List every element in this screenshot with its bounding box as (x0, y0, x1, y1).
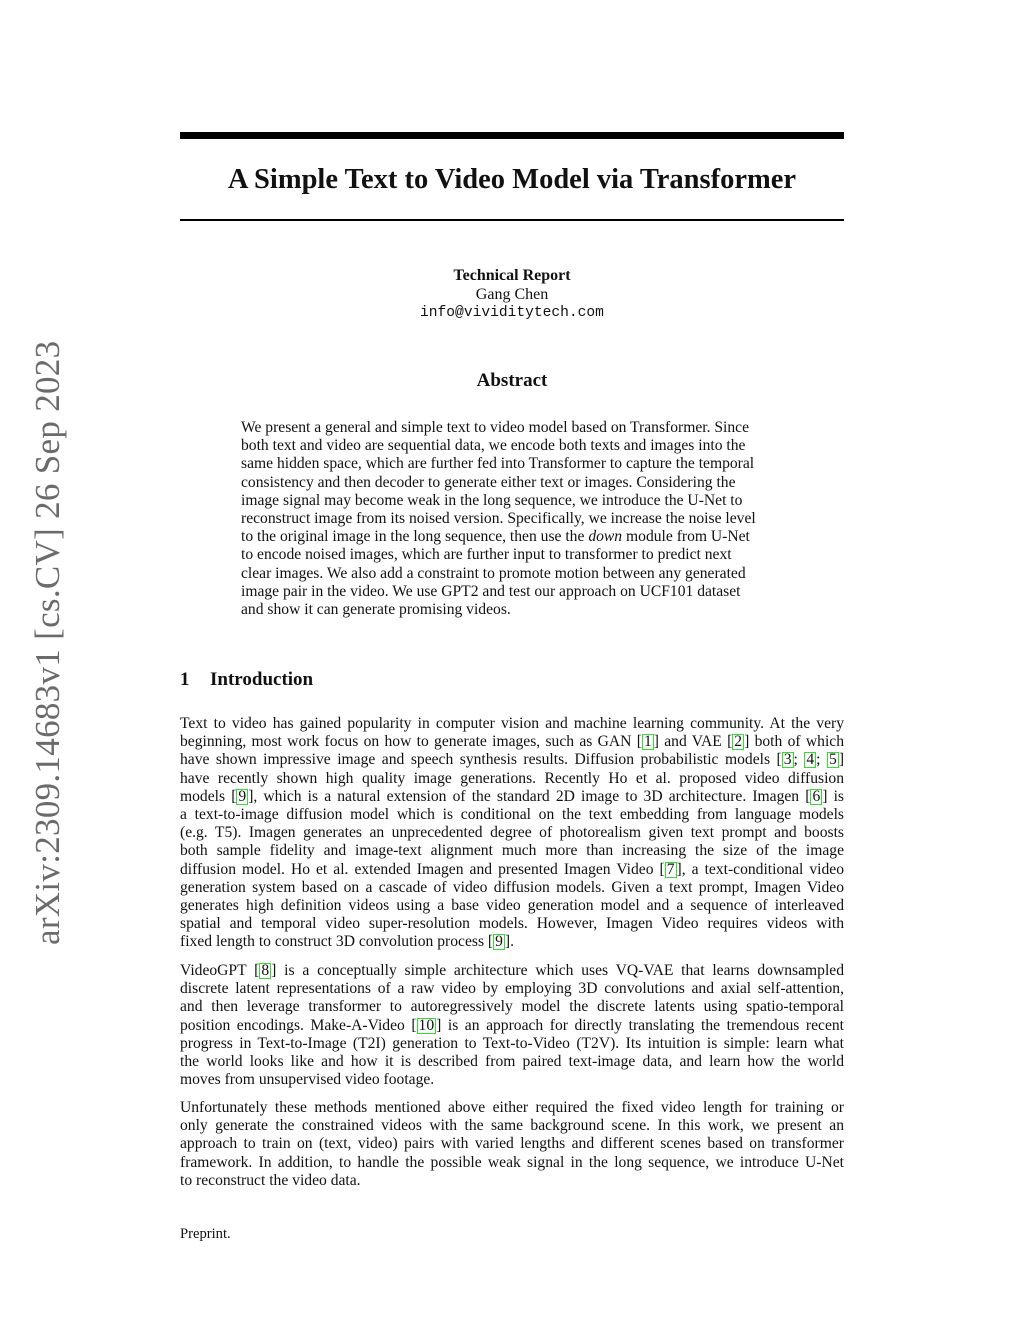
citation-link[interactable]: [ 10 ] (411, 1016, 442, 1034)
paragraph-text: is an approach for directly translating the tremendous recent (441, 1016, 844, 1034)
paragraph-text: Text to video has gained popularity in computer vision and machine learning community. At the very (180, 715, 844, 732)
intro-paragraph-1 (180, 715, 844, 952)
abstract-line: image signal may become weak in the long sequence, we introduce the U-Net to (241, 491, 743, 509)
paragraph-text: a text-to-image diffusion model which is conditional on the text embedding from language models (180, 806, 844, 824)
paragraph-line (180, 998, 844, 1016)
intro-paragraph-2 (180, 962, 844, 1089)
citation-link[interactable]: [ 9 ] (487, 933, 511, 951)
paragraph-line (180, 806, 844, 824)
math-down: down (588, 528, 623, 546)
paragraph-text: and VAE (658, 733, 728, 751)
paragraph-line (180, 1099, 844, 1117)
abstract-line (241, 528, 785, 546)
paragraph-text: models (180, 787, 232, 805)
paragraph-text: generates high definition videos using a base video generation model and a sequence of interleaved (180, 897, 844, 915)
abstract-line: both text and video are sequential data, we encode both texts and images into the (241, 437, 746, 455)
paragraph-text: diffusion model. Ho et al. extended Imagen and presented Imagen Video (180, 860, 660, 878)
abstract-line: We present a general and simple text to video model based on Transformer. Since (241, 419, 750, 436)
citation-number[interactable]: 1 (643, 733, 652, 751)
citation-link[interactable]: [ 3 ; 4 ; 5 ] (776, 751, 845, 769)
paragraph-line (180, 1117, 844, 1135)
abstract-line: consistency and then decoder to generate either text or images. Considering the (241, 473, 736, 491)
section-heading-introduction (180, 668, 844, 692)
paragraph-line (180, 1017, 844, 1035)
paragraph-line (180, 770, 844, 788)
citation-number[interactable]: 5 (829, 751, 837, 769)
abstract-body (241, 419, 785, 619)
paragraph-line (180, 933, 844, 951)
arxiv-identifier: arXiv:2309.14683v1 [cs.CV] 26 Sep 2023 (28, 340, 67, 945)
paragraph-text: position encodings. Make-A-Video (180, 1016, 412, 1034)
paragraph-text: spatial and temporal video super-resolution models. However, Imagen Video requires videos with (180, 915, 844, 933)
author-name: Gang Chen (475, 286, 549, 303)
paragraph-line (180, 1071, 844, 1089)
paragraph-line (180, 980, 844, 998)
section-number: 1 (180, 669, 190, 690)
report-type: Technical Report (453, 267, 571, 284)
paragraph-text: both of which (749, 733, 844, 751)
paragraph-text: fixed length to construct 3D convolution process (180, 933, 488, 951)
citation-link[interactable]: [ 8 ] (254, 962, 277, 979)
paper-title: A Simple Text to Video Model via Transformer (227, 164, 797, 195)
paragraph-text: (e.g. T5). Imagen generates an unprecedented degree of photorealism given text prompt and boosts (180, 824, 844, 842)
title-bottom-rule (180, 219, 844, 221)
paragraph-line (180, 879, 844, 897)
paragraph-line (180, 751, 844, 769)
paragraph-text: approach to train on (text, video) pairs with varied lengths and different scenes based on transformer (180, 1135, 844, 1153)
paragraph-text: only generate the constrained videos with the same background scene. In this work, we present an (180, 1117, 844, 1135)
paragraph-line (180, 788, 844, 806)
paragraph-text: have recently shown high quality image generations. Recently Ho et al. proposed video diffusion (180, 769, 844, 787)
author-block (180, 266, 844, 323)
abstract-line: image pair in the video. We use GPT2 and test our approach on UCF101 dataset (241, 582, 741, 600)
citation-number[interactable]: 4 (806, 751, 815, 769)
paragraph-text: , a text-conditional video (681, 860, 844, 878)
abstract-line: and show it can generate promising videos. (241, 601, 511, 619)
abstract-line: clear images. We also add a constraint to promote motion between any generated (241, 564, 746, 582)
citation-number[interactable]: 3 (783, 751, 792, 769)
paragraph-line (180, 861, 844, 879)
citation-number[interactable]: 10 (418, 1016, 435, 1034)
paragraph-line (180, 1172, 844, 1190)
paragraph-text: both sample fidelity and image-text alignment much more than increasing the size of the image (180, 842, 844, 860)
citation-number[interactable]: 6 (812, 787, 821, 805)
footer-note: Preprint. (180, 1226, 231, 1242)
abstract-text: to the original image in the long sequence, then use the (241, 528, 585, 546)
paragraph-text: . (510, 933, 515, 951)
paragraph-line (180, 1154, 844, 1172)
paragraph-line (180, 897, 844, 915)
citation-link[interactable]: [ 2 ] (727, 733, 750, 751)
paragraph-text: moves from unsupervised video footage. (180, 1071, 435, 1089)
paragraph-line (180, 733, 844, 751)
paragraph-text: beginning, most work focus on how to generate images, such as GAN (180, 733, 637, 751)
paragraph-text: VideoGPT (180, 962, 255, 979)
paragraph-text: framework. In addition, to handle the possible weak signal in the long sequence, we introduce U-Net (180, 1153, 844, 1171)
citation-link[interactable]: [ 7 ] (659, 860, 682, 878)
abstract-line: to encode noised images, which are further input to transformer to predict next (241, 546, 732, 564)
paragraph-text: generation system based on a cascade of video diffusion models. Given a text prompt, Imagen Video (180, 878, 844, 896)
author-email[interactable]: info@vividitytech.com (420, 305, 604, 321)
citation-link[interactable]: [ 9 ] (231, 787, 254, 805)
citation-number[interactable]: 2 (734, 733, 743, 751)
paragraph-text: is a conceptually simple architecture which uses VQ-VAE that learns downsampled (276, 962, 844, 979)
paragraph-line (180, 842, 844, 860)
citation-number[interactable]: 9 (238, 787, 247, 805)
abstract-line: same hidden space, which are further fed into Transformer to capture the temporal (241, 455, 755, 473)
abstract-text: module from U-Net (626, 528, 750, 546)
citation-link[interactable]: [ 1 ] (636, 733, 659, 751)
abstract-heading: Abstract (476, 370, 548, 391)
citation-number[interactable]: 9 (495, 933, 503, 951)
intro-paragraph-3 (180, 1099, 844, 1190)
paragraph-line (180, 715, 844, 733)
paragraph-line (180, 1035, 844, 1053)
paragraph-line (180, 1135, 844, 1153)
paragraph-text: and then leverage transformer to autoregressively model the discrete latents using spatio-temporal (180, 998, 844, 1016)
paragraph-text: Unfortunately these methods mentioned above either required the fixed video length for training or (180, 1099, 844, 1116)
citation-number[interactable]: 7 (666, 860, 675, 878)
paragraph-line (180, 824, 844, 842)
title-top-rule (180, 132, 844, 139)
paragraph-text: is (827, 787, 844, 805)
paragraph-text: progress in Text-to-Image (T2I) generation to Text-to-Video (T2V). Its intuition is simple: learn what (180, 1034, 844, 1052)
paragraph-text: to reconstruct the video data. (180, 1171, 361, 1189)
paragraph-line (180, 1053, 844, 1071)
paragraph-line (180, 962, 844, 980)
paragraph-line (180, 915, 844, 933)
paragraph-text: discrete latent representations of a raw video by employing 3D convolutions and axial self-attention, (180, 980, 844, 998)
citation-link[interactable]: [ 6 ] (805, 787, 828, 805)
paragraph-text: , which is a natural extension of the standard 2D image to 3D architecture. Imagen (253, 787, 806, 805)
paragraph-text: have shown impressive image and speech synthesis results. Diffusion probabilistic models (180, 751, 777, 769)
abstract-line: reconstruct image from its noised version. Specifically, we increase the noise level (241, 510, 756, 528)
paragraph-text: the world looks like and how it is described from paired text-image data, and learn how the world (180, 1053, 844, 1071)
citation-number[interactable]: 8 (261, 962, 270, 979)
section-title: Introduction (210, 669, 314, 690)
